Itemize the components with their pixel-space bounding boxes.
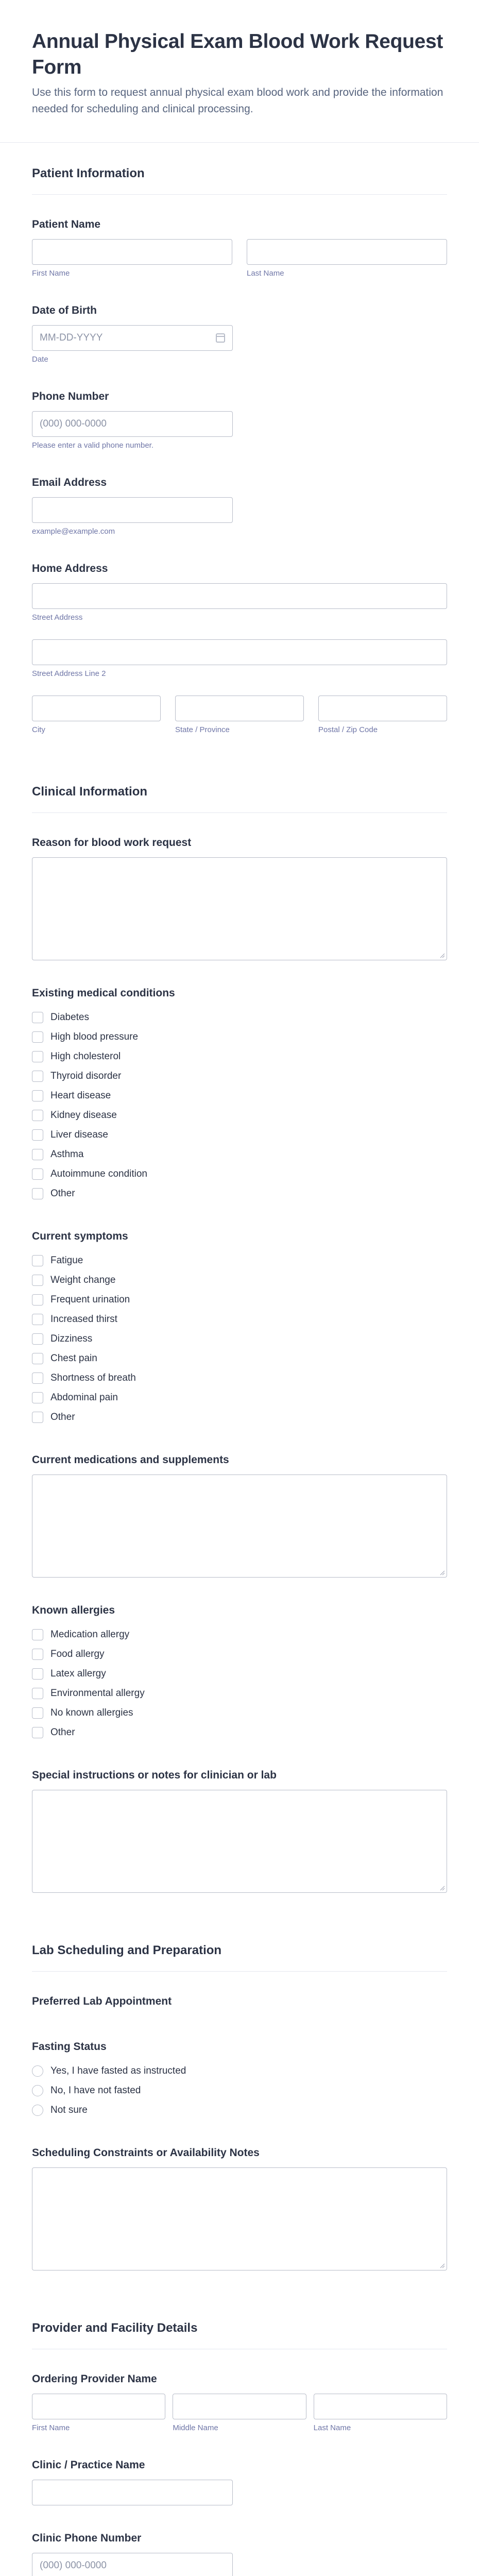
condition-checkbox[interactable] <box>32 1188 43 1199</box>
symptom-checkbox[interactable] <box>32 1294 43 1306</box>
allergy-option-label: Medication allergy <box>50 1629 130 1640</box>
symptom-option[interactable] <box>32 1310 447 1329</box>
provider-middle-name-sublabel: Middle Name <box>173 2424 218 2432</box>
provider-middle-name-input[interactable] <box>173 2394 306 2419</box>
last-name-sublabel: Last Name <box>247 269 284 278</box>
resize-grip-icon[interactable] <box>439 952 445 958</box>
symptom-option[interactable] <box>32 1251 447 1270</box>
street-address-sublabel: Street Address <box>32 613 83 622</box>
condition-checkbox[interactable] <box>32 1071 43 1082</box>
reason-label: Reason for blood work request <box>32 837 192 849</box>
allergy-option[interactable] <box>32 1664 447 1684</box>
symptom-option-label: Other <box>50 1412 75 1422</box>
constraints-label: Scheduling Constraints or Availability Notes <box>32 2147 260 2159</box>
email-label: Email Address <box>32 477 107 488</box>
allergies-checkbox-list <box>32 1625 447 1742</box>
fasting-label: Fasting Status <box>32 2041 107 2053</box>
symptom-option-label: Shortness of breath <box>50 1372 136 1383</box>
calendar-icon[interactable] <box>216 333 225 343</box>
fasting-option[interactable] <box>32 2061 447 2081</box>
medications-textarea[interactable] <box>32 1475 447 1578</box>
last-name-input[interactable] <box>247 239 447 265</box>
zip-input[interactable] <box>318 696 447 721</box>
constraints-textarea[interactable] <box>32 2167 447 2270</box>
patient-name-field <box>32 218 447 278</box>
appointment-label: Preferred Lab Appointment <box>32 1995 172 2007</box>
city-sublabel: City <box>32 725 45 734</box>
condition-checkbox[interactable] <box>32 1051 43 1062</box>
condition-option-label: High blood pressure <box>50 1031 139 1042</box>
phone-sublabel: Please enter a valid phone number. <box>32 441 153 450</box>
allergy-checkbox[interactable] <box>32 1688 43 1699</box>
constraints-field <box>32 2147 447 2270</box>
allergy-option[interactable] <box>32 1645 447 1664</box>
email-input[interactable] <box>32 497 233 523</box>
form-description: Use this form to request annual physical exam blood work and provide the information needed for scheduling and clinical processing. <box>32 87 443 115</box>
clinic-input[interactable] <box>32 2480 233 2505</box>
symptom-option[interactable] <box>32 1329 447 1349</box>
email-field <box>32 477 447 536</box>
symptom-option-label: Weight change <box>50 1275 116 1285</box>
allergy-option[interactable] <box>32 1703 447 1723</box>
condition-checkbox[interactable] <box>32 1031 43 1043</box>
allergy-checkbox[interactable] <box>32 1649 43 1660</box>
condition-option[interactable] <box>32 1145 447 1164</box>
fasting-radio[interactable] <box>32 2105 43 2116</box>
form-header <box>0 0 479 143</box>
condition-checkbox[interactable] <box>32 1129 43 1141</box>
symptoms-checkbox-list <box>32 1251 447 1427</box>
allergy-checkbox[interactable] <box>32 1629 43 1640</box>
address-label: Home Address <box>32 563 108 574</box>
provider-last-name-sublabel: Last Name <box>313 2424 351 2432</box>
symptoms-label: Current symptoms <box>32 1230 128 1242</box>
dob-sublabel: Date <box>32 355 48 364</box>
allergy-option-label: No known allergies <box>50 1707 133 1718</box>
dob-label: Date of Birth <box>32 304 97 316</box>
condition-option[interactable] <box>32 1047 447 1066</box>
allergy-checkbox[interactable] <box>32 1727 43 1738</box>
condition-option[interactable] <box>32 1027 447 1047</box>
fasting-option-label: No, I have not fasted <box>50 2085 141 2096</box>
allergies-field <box>32 1604 447 1742</box>
allergy-option-label: Environmental allergy <box>50 1688 145 1699</box>
fasting-option-label: Yes, I have fasted as instructed <box>50 2065 186 2076</box>
condition-option-label: Asthma <box>50 1149 84 1160</box>
condition-option-label: Heart disease <box>50 1090 111 1101</box>
conditions-field <box>32 987 447 1204</box>
clinic-phone-input[interactable] <box>32 2553 233 2576</box>
appointment-field <box>32 1995 447 2008</box>
state-sublabel: State / Province <box>175 725 230 734</box>
fasting-option-label: Not sure <box>50 2105 88 2115</box>
allergy-option-label: Latex allergy <box>50 1668 106 1679</box>
allergy-option[interactable] <box>32 1723 447 1742</box>
clinic-phone-placeholder: (000) 000-0000 <box>40 2560 107 2571</box>
street-address-2-sublabel: Street Address Line 2 <box>32 669 106 678</box>
form-title: Annual Physical Exam Blood Work Request Form <box>32 30 443 78</box>
symptom-option[interactable] <box>32 1368 447 1388</box>
clinic-field <box>32 2459 447 2505</box>
phone-label: Phone Number <box>32 391 109 402</box>
symptom-checkbox[interactable] <box>32 1333 43 1345</box>
condition-option-label: Other <box>50 1188 75 1199</box>
allergies-label: Known allergies <box>32 1604 115 1616</box>
symptom-option[interactable] <box>32 1388 447 1408</box>
condition-checkbox[interactable] <box>32 1090 43 1101</box>
condition-option-label: Liver disease <box>50 1129 108 1140</box>
condition-option-label: Diabetes <box>50 1012 89 1023</box>
condition-checkbox[interactable] <box>32 1149 43 1160</box>
symptom-checkbox[interactable] <box>32 1353 43 1364</box>
allergy-option[interactable] <box>32 1684 447 1703</box>
allergy-checkbox[interactable] <box>32 1707 43 1719</box>
symptom-option-label: Increased thirst <box>50 1314 117 1325</box>
symptom-checkbox[interactable] <box>32 1314 43 1325</box>
condition-option[interactable] <box>32 1184 447 1204</box>
symptom-checkbox[interactable] <box>32 1392 43 1403</box>
condition-option-label: Autoimmune condition <box>50 1168 147 1179</box>
symptom-option-label: Chest pain <box>50 1353 97 1364</box>
condition-option[interactable] <box>32 1066 447 1086</box>
symptom-checkbox[interactable] <box>32 1372 43 1384</box>
condition-checkbox[interactable] <box>32 1012 43 1023</box>
reason-field <box>32 837 447 960</box>
condition-option-label: Thyroid disorder <box>50 1071 122 1081</box>
allergy-checkbox[interactable] <box>32 1668 43 1680</box>
fasting-radio[interactable] <box>32 2065 43 2077</box>
city-input[interactable] <box>32 696 161 721</box>
fasting-option[interactable] <box>32 2081 447 2100</box>
dob-input[interactable] <box>32 325 233 351</box>
clinic-phone-label: Clinic Phone Number <box>32 2532 142 2544</box>
condition-option-label: Kidney disease <box>50 1110 117 1121</box>
phone-input[interactable] <box>32 411 233 437</box>
condition-option[interactable] <box>32 1086 447 1106</box>
zip-sublabel: Postal / Zip Code <box>318 725 378 734</box>
symptom-checkbox[interactable] <box>32 1412 43 1423</box>
street-address-input[interactable] <box>32 583 447 609</box>
provider-last-name-input[interactable] <box>314 2394 447 2419</box>
first-name-input[interactable] <box>32 239 232 265</box>
symptom-option[interactable] <box>32 1270 447 1290</box>
symptom-option[interactable] <box>32 1408 447 1427</box>
symptom-checkbox[interactable] <box>32 1255 43 1266</box>
section-heading-patient-information: Patient Information <box>32 143 447 195</box>
symptom-option-label: Dizziness <box>50 1333 93 1344</box>
notes-field <box>32 1769 447 1893</box>
state-input[interactable] <box>175 696 304 721</box>
phone-field <box>32 391 447 450</box>
provider-first-name-sublabel: First Name <box>32 2424 70 2432</box>
conditions-label: Existing medical conditions <box>32 987 175 999</box>
ordering-provider-label: Ordering Provider Name <box>32 2373 157 2385</box>
dob-field <box>32 304 447 364</box>
address-field <box>32 563 447 734</box>
dob-placeholder: MM-DD-YYYY <box>40 332 103 343</box>
conditions-checkbox-list <box>32 1008 447 1204</box>
symptom-option-label: Abdominal pain <box>50 1392 118 1403</box>
medications-label: Current medications and supplements <box>32 1454 229 1466</box>
resize-grip-icon[interactable] <box>439 1569 445 1575</box>
resize-grip-icon[interactable] <box>439 1885 445 1891</box>
fasting-field <box>32 2041 447 2120</box>
symptom-checkbox[interactable] <box>32 1275 43 1286</box>
ordering-provider-field <box>32 2373 447 2432</box>
notes-textarea[interactable] <box>32 1790 447 1893</box>
medications-field <box>32 1454 447 1578</box>
patient-name-label: Patient Name <box>32 218 101 230</box>
allergy-option-label: Other <box>50 1727 75 1738</box>
section-heading-provider-details: Provider and Facility Details <box>32 2297 447 2349</box>
condition-option-label: High cholesterol <box>50 1051 121 1062</box>
symptom-option[interactable] <box>32 1349 447 1368</box>
provider-first-name-input[interactable] <box>32 2394 165 2419</box>
first-name-sublabel: First Name <box>32 269 70 278</box>
condition-checkbox[interactable] <box>32 1168 43 1180</box>
condition-checkbox[interactable] <box>32 1110 43 1121</box>
condition-option[interactable] <box>32 1164 447 1184</box>
symptom-option-label: Frequent urination <box>50 1294 130 1305</box>
form-content <box>0 143 479 2576</box>
section-heading-clinical-information: Clinical Information <box>32 761 447 813</box>
notes-label: Special instructions or notes for clinician or lab <box>32 1769 277 1781</box>
symptom-option[interactable] <box>32 1290 447 1310</box>
fasting-radio[interactable] <box>32 2085 43 2096</box>
allergy-option[interactable] <box>32 1625 447 1645</box>
phone-placeholder: (000) 000-0000 <box>40 418 107 429</box>
condition-option[interactable] <box>32 1008 447 1027</box>
email-sublabel: example@example.com <box>32 527 115 536</box>
reason-textarea[interactable] <box>32 857 447 960</box>
section-heading-lab-scheduling: Lab Scheduling and Preparation <box>32 1920 447 1972</box>
resize-grip-icon[interactable] <box>439 2262 445 2268</box>
condition-option[interactable] <box>32 1125 447 1145</box>
symptom-option-label: Fatigue <box>50 1255 83 1266</box>
fasting-option[interactable] <box>32 2100 447 2120</box>
condition-option[interactable] <box>32 1106 447 1125</box>
street-address-2-input[interactable] <box>32 639 447 665</box>
symptoms-field <box>32 1230 447 1427</box>
allergy-option-label: Food allergy <box>50 1649 105 1659</box>
clinic-label: Clinic / Practice Name <box>32 2459 145 2471</box>
clinic-phone-field <box>32 2532 447 2576</box>
fasting-radio-list <box>32 2061 447 2120</box>
